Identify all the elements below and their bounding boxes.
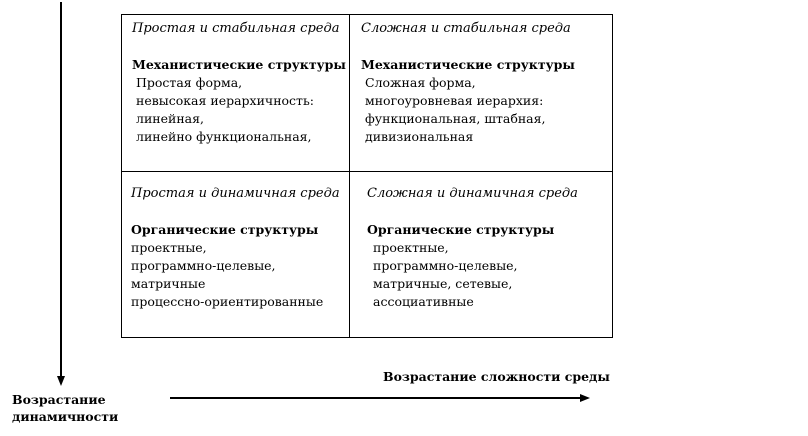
cell-item: линейная, [136,111,204,126]
cell-title: Простая и стабильная среда [132,21,340,36]
cell-complex-dynamic [367,185,578,311]
cell-item: многоуровневая иерархия: [365,93,544,108]
cell-item: процессно-ориентированные [131,294,324,309]
cell-item: невысокая иерархичность: [136,93,314,108]
cell-complex-stable [361,20,575,146]
complexity-axis-arrowhead [580,394,590,402]
cell-item: матричные [131,276,206,291]
cell-title: Простая и динамичная среда [131,186,340,201]
cell-item: программно-целевые, [373,258,518,273]
cell-item: дивизиональная [365,129,474,144]
cell-item: проектные, [373,240,449,255]
cell-heading: Механистические структуры [361,57,575,72]
dynamism-axis-label-line: Возрастание [12,392,106,407]
cell-title: Сложная и стабильная среда [361,21,571,36]
cell-simple-stable [132,20,346,146]
cell-item: линейно функциональная, [136,129,312,144]
complexity-axis-label: Возрастание сложности среды [383,369,610,384]
dynamism-axis-arrowhead [57,376,65,386]
environment-matrix [121,14,613,338]
cell-item: Простая форма, [136,75,243,90]
cell-item: проектные, [131,240,207,255]
cell-heading: Органические структуры [367,222,555,237]
dynamism-axis-label [12,391,118,425]
cell-title: Сложная и динамичная среда [367,186,578,201]
matrix-horizontal-divider [122,171,612,172]
cell-item: матричные, сетевые, [373,276,513,291]
cell-simple-dynamic [131,185,340,311]
cell-item: программно-целевые, [131,258,276,273]
dynamism-axis-label-line: динамичности [12,409,119,424]
cell-item: Сложная форма, [365,75,476,90]
cell-item: ассоциативные [373,294,474,309]
cell-heading: Органические структуры [131,222,319,237]
cell-heading: Механистические структуры [132,57,346,72]
matrix-vertical-divider [349,15,350,337]
cell-item: функциональная, штабная, [365,111,546,126]
